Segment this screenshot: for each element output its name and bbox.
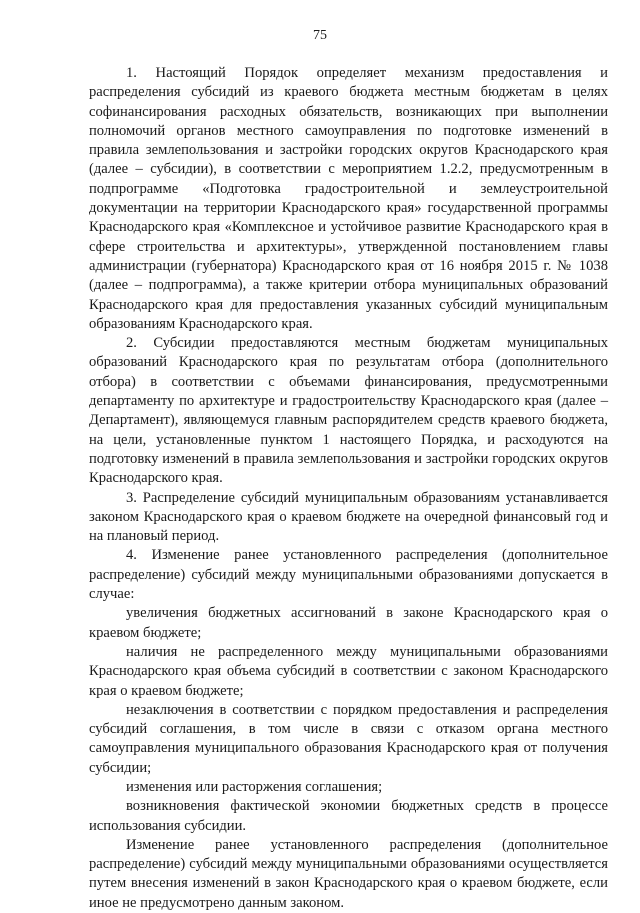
paragraph-final: Изменение ранее установленного распределения (дополнительное распределение) субсидий между муниципальными образованиями осуществляется путем внесения изменений в закон Краснодарского края о краевом бюджете, если иное не предусмотрено данным законом. <box>89 836 608 911</box>
document-body <box>89 64 608 913</box>
paragraph-4: 4. Изменение ранее установленного распределения (дополнительное распределение) субсидий между муниципальными образованиями допускается в случае: <box>89 547 608 603</box>
paragraph-3: 3. Распределение субсидий муниципальным образованиям устанавливается законом Краснодарского края о краевом бюджете на очередной финансовый год и на плановый период. <box>89 489 608 545</box>
paragraph-2: 2. Субсидии предоставляются местным бюджетам муниципальных образований Краснодарского края по результатам отбора (дополнительного отбора) в соответствии с объемами финансирования, предусмотренными департаменту по архитектуре и градостроительству Краснодарского края (далее – Департамент), являющемуся главным распорядителем средств краевого бюджета, на цели, установленные пунктом 1 настоящего Порядка, и расходуются на подготовку изменений в правила землепользования и застройки городских округов Краснодарского края. <box>89 335 608 487</box>
list-item-agreement-not-concluded: незаключения в соответствии с порядком предоставления и распределения субсидий соглашения, в том числе в связи с отказом органа местного самоуправления муниципального образования Краснодарского края от получения субсидии; <box>89 701 608 776</box>
list-item-agreement-change: изменения или расторжения соглашения; <box>126 778 383 795</box>
paragraph-1: 1. Настоящий Порядок определяет механизм предоставления и распределения субсидий из краевого бюджета местным бюджетам в целях софинансирования расходных обязательств, возникающих при выполнении полномочий органов местного самоуправления по подготовке изменений в правила землепользования и застройки городских округов Краснодарского края (далее – субсидии), в соответствии с мероприятием 1.2.2, предусмотренным в подпрограмме «Подготовка градостроительной и землеустроительной документации на территории Краснодарского края» государственной программы Краснодарского края «Комплексное и устойчивое развитие Краснодарского края в сфере строительства и архитектуры», утвержденной постановлением главы администрации (губернатора) Краснодарского края от 16 ноября 2015 г. № 1038 (далее – подпрограмма), а также критерии отбора муниципальных образований Краснодарского края для предоставления указанных субсидий муниципальным образованиям Краснодарского края. <box>89 65 608 332</box>
page-number: 75 <box>313 28 327 43</box>
list-item-budget-savings: возникновения фактической экономии бюджетных средств в процессе использования субсидии. <box>89 798 608 834</box>
list-item-undistributed-volume: наличия не распределенного между муниципальными образованиями Краснодарского края объема субсидий в соответствии с законом Краснодарского края о краевом бюджете; <box>89 643 608 699</box>
list-item-budget-increase: увеличения бюджетных ассигнований в законе Краснодарского края о краевом бюджете; <box>89 605 608 641</box>
